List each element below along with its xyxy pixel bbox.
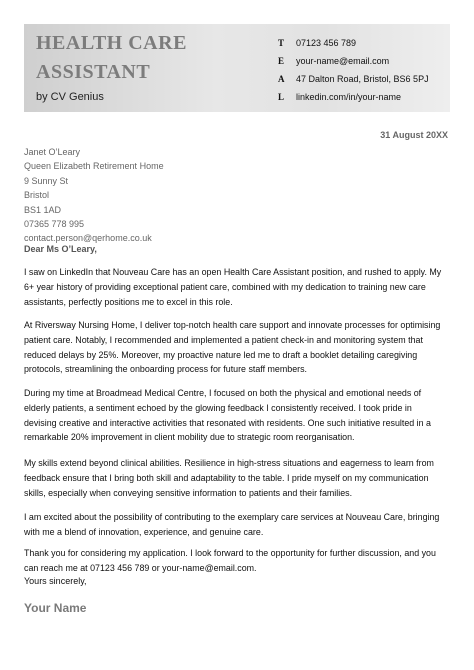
body-paragraph-3: During my time at Broadmead Medical Centre, I focused on both the physical and emotional needs of elderly patients, a sentiment echoed by the glowing feedback I consistently received. I took pride in devising creative and interactive activities that resonated with residents. One such initiative resulted in a remarkable 20% improvement in client mobility due to strategic room reorganisation. [24,388,431,443]
linkedin-key: L [278,92,285,102]
body-paragraph-2: At Riversway Nursing Home, I deliver top-notch health care support and innovate processes for optimising patient care. Notably, I recommended and implemented a patient check-in and monitoring system that reduced delays by 25%. Moreover, my proactive nature led me to draft a booklet detailing caregiving protocols, streamlining the onboarding process for future staff members. [24,320,441,375]
address-value: 47 Dalton Road, Bristol, BS6 5PJ [296,74,429,84]
job-title-line-1: HEALTH CARE [36,32,187,54]
phone-value[interactable]: 07123 456 789 [296,38,357,48]
body-paragraph-4: My skills extend beyond clinical abilities. Resilience in high-stress situations and eagerness to learn from feedback ensure that I bring both skill and adaptability to the table. I pride myself on my communication skills, especially when conveying sensitive information to patients and their families. [24,458,434,498]
address-key: A [278,74,285,84]
body-paragraph-1: I saw on LinkedIn that Nouveau Care has an open Health Care Assistant position, and rushed to apply. My 6+ year history of providing exceptional patient care, combined with my dedication to training new care assistants, perfectly positions me to excel in this role. [24,267,442,307]
recipient-street: 9 Sunny St [24,175,69,186]
recipient-postcode: BS1 1AD [24,204,62,215]
recipient-organisation: Queen Elizabeth Retirement Home [24,161,164,172]
recipient-block [24,145,164,246]
recipient-name: Janet O’Leary [24,147,81,157]
body-paragraph-6: Thank you for considering my application. I look forward to the opportunity for further discussion, and you can reach me at 07123 456 789 or your-name@email.com. [24,548,436,573]
header-banner [24,24,450,112]
phone-key: T [278,38,285,48]
contact-phone [278,34,429,52]
byline: by CV Genius [36,91,104,103]
job-title-line-2: ASSISTANT [36,61,151,83]
contact-linkedin [278,88,429,106]
email-key: E [278,56,285,66]
contact-block [278,34,429,106]
linkedin-value[interactable]: linkedin.com/in/your-name [296,92,402,102]
body-paragraph-5: I am excited about the possibility of contributing to the exemplary care services at Nouveau Care, bringing with me a blend of innovation, experience, and genuine care. [24,512,440,537]
closing: Yours sincerely, [24,576,87,586]
signature-name: Your Name [24,601,87,615]
recipient-city: Bristol [24,190,50,201]
email-value[interactable]: your-name@email.com [296,56,390,66]
contact-email [278,52,429,70]
letter-date: 31 August 20XX [380,130,448,140]
contact-address [278,70,429,88]
recipient-email: contact.person@qerhome.co.uk [24,233,152,244]
recipient-phone: 07365 778 995 [24,219,85,230]
greeting: Dear Ms O’Leary, [24,244,97,254]
